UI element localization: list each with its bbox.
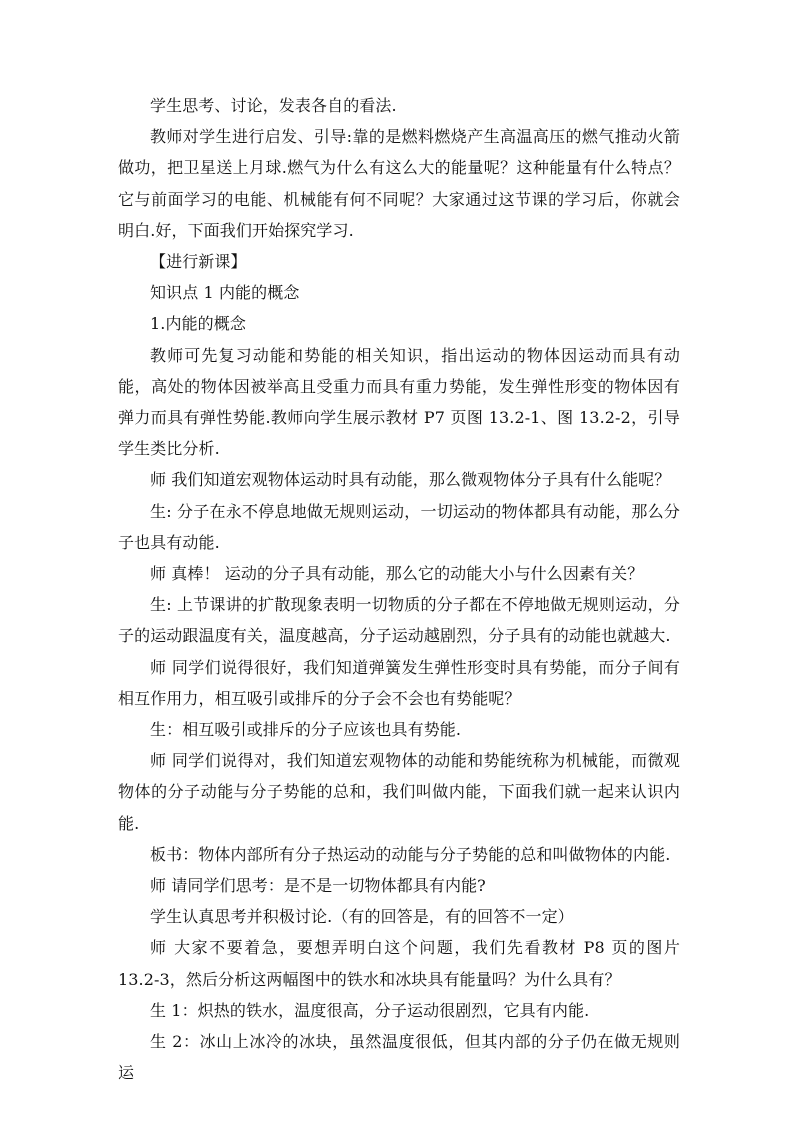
paragraph-teacher-guidance: 教师对学生进行启发、引导:靠的是燃料燃烧产生高温高压的燃气推动火箭做功，把卫星送上月球.燃气为什么有这么大的能量呢？这种能量有什么特点？它与前面学习的电能、机械能有何不同呢？大家通过这节课的学习后，你就会明白.好，下面我们开始探究学习. <box>118 127 680 240</box>
dialogue-student-1: 生: 分子在永不停息地做无规则运动，一切运动的物体都具有动能，那么分子也具有动能. <box>118 501 680 552</box>
subheading-internal-energy-concept: 1.内能的概念 <box>150 314 246 334</box>
dialogue-teacher-2: 师 真棒！ 运动的分子具有动能，那么它的动能大小与什么因素有关？ <box>150 564 644 584</box>
paragraph-review-kinetic-potential: 教师可先复习动能和势能的相关知识，指出运动的物体因运动而具有动能，高处的物体因被举高且受重力而具有重力势能，发生弹性形变的物体因有弹力而具有弹性势能.教师向学生展示教材 P7 页图 13.2-1、图 13.2-2，引导学生类比分析. <box>118 345 680 459</box>
dialogue-teacher-1: 师 我们知道宏观物体运动时具有动能，那么微观物体分子具有什么能呢？ <box>150 470 671 490</box>
dialogue-student-2: 生: 上节课讲的扩散现象表明一切物质的分子都在不停地做无规则运动，分子的运动跟温度有关，温度越高，分子运动越剧烈，分子具有的动能也就越大. <box>118 595 680 646</box>
dialogue-teacher-5: 师 请同学们思考：是不是一切物体都具有内能? <box>150 876 486 896</box>
dialogue-teacher-3: 师 同学们说得很好，我们知道弹簧发生弹性形变时具有势能，而分子间有相互作用力，相互吸引或排斥的分子会不会也有势能呢？ <box>118 657 680 708</box>
section-heading-new-lesson: 【进行新课】 <box>150 252 247 272</box>
blackboard-definition: 板书：物体内部所有分子热运动的动能与分子势能的总和叫做物体的内能. <box>150 844 671 864</box>
knowledge-point-heading: 知识点 1 内能的概念 <box>150 283 300 303</box>
dialogue-student-3: 生：相互吸引或排斥的分子应该也具有势能. <box>150 720 462 740</box>
document-body <box>118 90 680 1089</box>
dialogue-student-b: 生 2：冰山上冰冷的冰块，虽然温度很低，但其内部的分子仍在做无规则运 <box>118 1032 680 1083</box>
dialogue-teacher-6: 师 大家不要着急，要想弄明白这个问题，我们先看教材 P8 页的图片 13.2-3，然后分析这两幅图中的铁水和冰块具有能量吗？为什么具有？ <box>118 938 680 989</box>
dialogue-teacher-4: 师 同学们说得对，我们知道宏观物体的动能和势能统称为机械能，而微观物体的分子动能与分子势能的总和，我们叫做内能，下面我们就一起来认识内能. <box>118 751 680 833</box>
dialogue-student-a: 生 1：炽热的铁水，温度很高，分子运动很剧烈，它具有内能. <box>150 1000 590 1020</box>
paragraph-student-discussion: 学生思考、讨论，发表各自的看法. <box>150 96 397 115</box>
paragraph-student-thinking: 学生认真思考并积极讨论.（有的回答是，有的回答不一定） <box>150 907 574 927</box>
